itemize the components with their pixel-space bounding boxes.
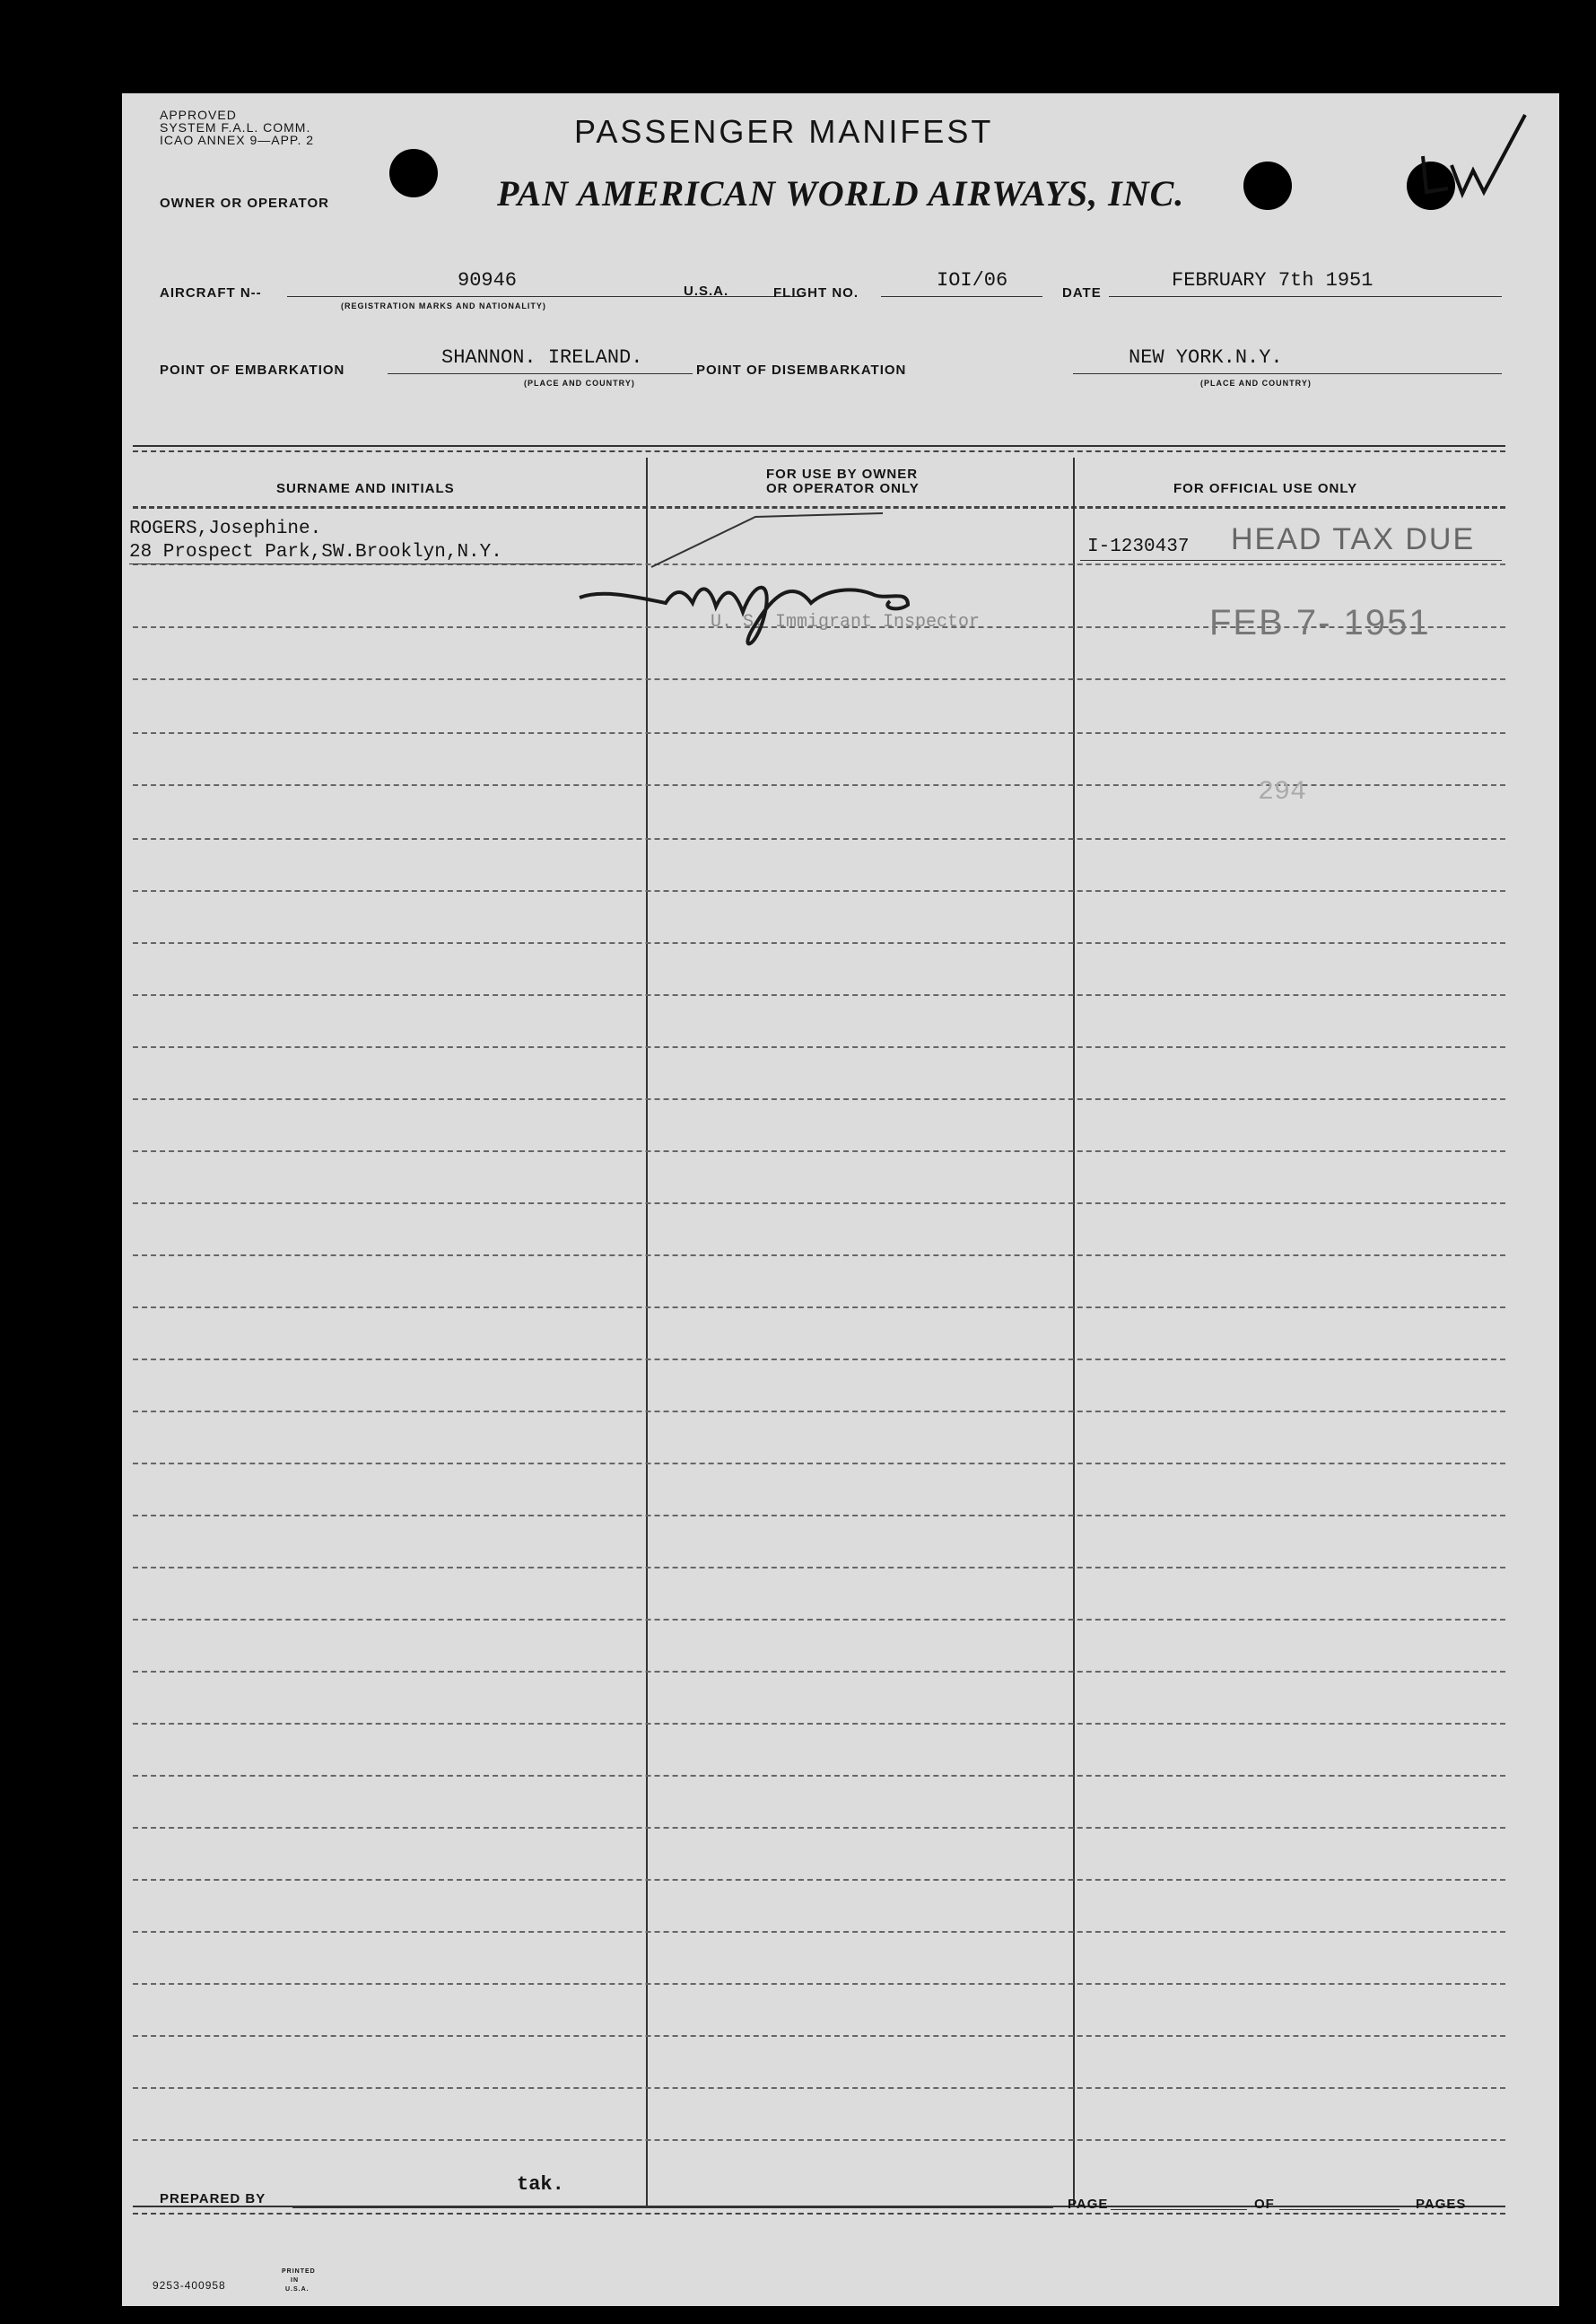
prepared-by-label: PREPARED BY [160,2191,266,2206]
flight-value: IOI/06 [937,269,1008,292]
table-row-rule [133,1515,1505,1516]
head-tax-underline [1080,560,1502,561]
table-row-rule [133,1098,1505,1100]
table-row-rule [133,1254,1505,1256]
printed-line-3: U.S.A. [285,2286,310,2293]
table-row-rule [133,1827,1505,1829]
table-row-rule [133,1202,1505,1204]
aircraft-value: 90946 [458,269,518,292]
official-number: I-1230437 [1087,537,1190,557]
table-row-rule [133,1306,1505,1308]
handwritten-initials [1416,102,1532,201]
table-header-rule [133,506,1505,509]
table-row-rule [133,1046,1505,1048]
table-row-rule [133,1150,1505,1152]
embarkation-underline [388,373,693,374]
table-row-rule [133,2087,1505,2089]
table-row-rule [133,890,1505,892]
flight-underline [881,296,1042,297]
embarkation-value: SHANNON. IRELAND. [441,346,643,369]
column-divider-2 [1073,458,1075,2206]
punch-hole-center [1243,162,1292,210]
pages-label: PAGES [1416,2197,1467,2212]
passenger-name: ROGERS,Josephine. [129,519,322,539]
inspector-title: U. S. Immigrant Inspector [711,612,981,633]
punch-hole-left [389,149,438,197]
table-row-rule [133,1879,1505,1881]
table-row-rule [133,678,1505,680]
disembarkation-label: POINT OF DISEMBARKATION [696,363,907,378]
nationality-label: U.S.A. [684,284,729,299]
flight-label: FLIGHT NO. [773,285,859,301]
date-value: FEBRUARY 7th 1951 [1172,269,1374,292]
table-row-rule [133,1463,1505,1464]
table-row-rule [133,1359,1505,1360]
column-header-official: FOR OFFICIAL USE ONLY [1173,481,1358,496]
approved-line-1: APPROVED [160,108,237,122]
company-name: PAN AMERICAN WORLD AIRWAYS, INC. [497,173,1185,214]
table-bottom-rule-2 [133,2213,1505,2215]
table-row-rule [133,732,1505,734]
date-underline [1109,296,1502,297]
aircraft-label: AIRCRAFT N-- [160,285,262,301]
manifest-page [122,93,1559,2306]
table-top-rule-2 [133,450,1505,452]
column-header-surname: SURNAME AND INITIALS [276,481,455,496]
form-number: 9253-400958 [153,2279,226,2292]
column-divider-1 [646,458,648,2206]
disembarkation-value: NEW YORK.N.Y. [1129,346,1283,369]
prepared-by-underline [292,2207,1053,2208]
table-row-rule [133,942,1505,944]
approved-line-2: SYSTEM F.A.L. COMM. [160,120,311,135]
table-row-rule [133,838,1505,840]
aircraft-sublabel: (REGISTRATION MARKS AND NATIONALITY) [341,301,546,310]
owner-operator-label: OWNER OR OPERATOR [160,196,329,211]
table-row-rule [133,994,1505,996]
table-row-rule [133,1567,1505,1568]
column-header-owner-line-1: FOR USE BY OWNER [766,467,919,482]
of-underline [1279,2209,1400,2210]
disembarkation-underline [1073,373,1502,374]
embarkation-label: POINT OF EMBARKATION [160,363,345,378]
page-number-stamp: 294 [1258,777,1307,808]
page-underline [1111,2209,1247,2210]
table-row-rule [133,1671,1505,1673]
page-label: PAGE [1068,2197,1109,2212]
date-label: DATE [1062,285,1102,301]
table-row-rule [133,1931,1505,1933]
date-stamp: FEB 7- 1951 [1209,603,1431,642]
disembarkation-sublabel: (PLACE AND COUNTRY) [1200,379,1312,388]
passenger-address: 28 Prospect Park,SW.Brooklyn,N.Y. [129,542,502,563]
page-title: PASSENGER MANIFEST [574,113,994,150]
approved-line-3: ICAO ANNEX 9—APP. 2 [160,133,315,147]
table-row-rule [133,2139,1505,2141]
table-row-rule [133,1619,1505,1621]
table-row-rule [133,1411,1505,1412]
table-row-rule [133,1723,1505,1725]
head-tax-stamp: HEAD TAX DUE [1231,522,1476,556]
of-label: OF [1254,2197,1275,2212]
table-row-rule [133,2035,1505,2037]
embarkation-sublabel: (PLACE AND COUNTRY) [524,379,635,388]
prepared-by-value: tak. [517,2173,564,2196]
printed-line-1: PRINTED [282,2268,316,2275]
printed-line-2: IN [291,2277,299,2284]
table-top-rule-1 [133,445,1505,447]
column-header-owner-line-2: OR OPERATOR ONLY [766,481,920,496]
table-row-rule [133,1983,1505,1985]
table-row-rule [133,1775,1505,1777]
